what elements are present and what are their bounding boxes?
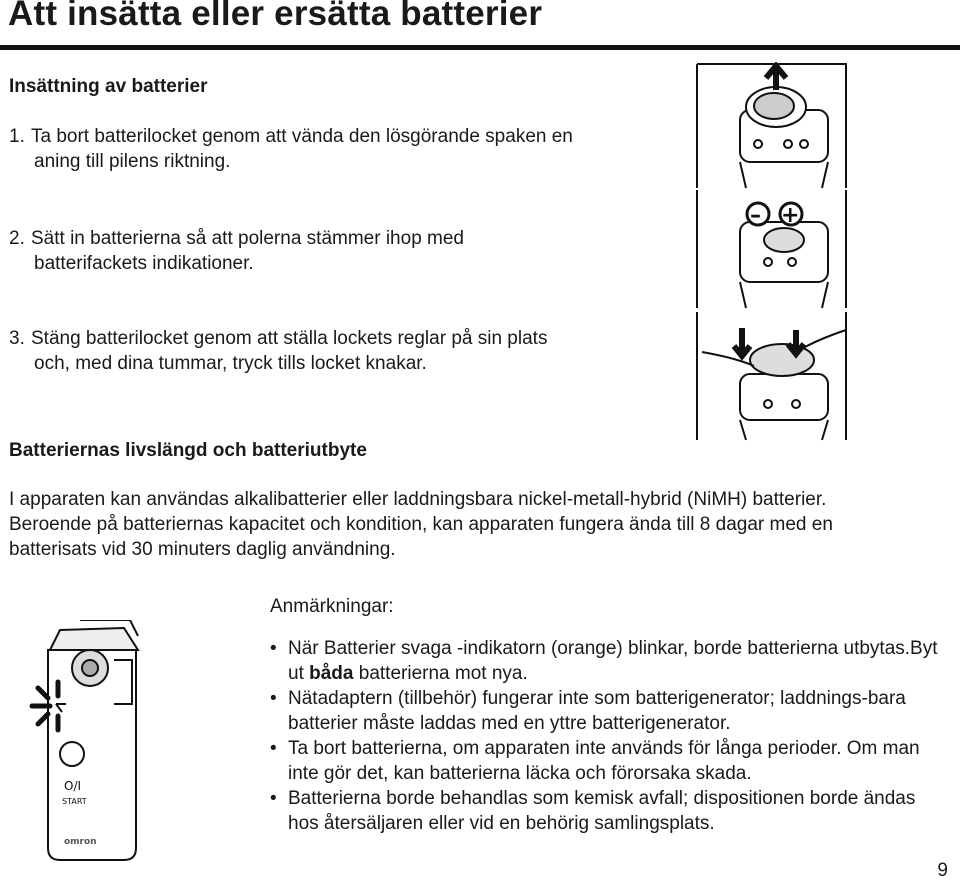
note-item: • Batterierna borde behandlas som kemisk avfall; dispositionen borde ändas hos återsäljaren eller vid en behörig samlingsplats. bbox=[270, 788, 916, 834]
section-heading-insertion: Insättning av batterier bbox=[9, 76, 208, 97]
paragraph-line: I apparaten kan användas alkalibatterier eller laddningsbara nickel-metall-hybrid (NiMH) batterier. bbox=[9, 489, 827, 510]
step-3 bbox=[9, 326, 649, 376]
notes-list bbox=[270, 636, 950, 836]
section-heading-battery-life: Batteriernas livslängd och batteriutbyte bbox=[9, 440, 367, 461]
step-number: 2. bbox=[9, 228, 25, 249]
note-item: • När Batterier svaga -indikatorn (orange) blinkar, borde batterierna utbytas.Byt ut båda batterierna mot nya. bbox=[270, 638, 938, 684]
step-number: 1. bbox=[9, 126, 25, 147]
emphasis: båda bbox=[309, 663, 354, 684]
bullet: • bbox=[270, 788, 277, 809]
notes-heading: Anmärkningar: bbox=[270, 596, 394, 617]
step-text-cont: och, med dina tummar, tryck tills locket knakar. bbox=[34, 353, 427, 374]
note-item: • Ta bort batterierna, om apparaten inte används för långa perioder. Om man inte gör det, kan batterierna läcka och förorsaka skada. bbox=[270, 738, 920, 784]
step-2 bbox=[9, 226, 649, 276]
bullet: • bbox=[270, 738, 277, 759]
power-label: O/I bbox=[64, 779, 82, 793]
nebulizer-device-illustration bbox=[20, 620, 160, 870]
bullet: • bbox=[270, 688, 277, 709]
step-text-cont: aning till pilens riktning. bbox=[34, 151, 231, 172]
bullet: • bbox=[270, 638, 277, 659]
start-label: START bbox=[62, 797, 87, 806]
note-item: • Nätadaptern (tillbehör) fungerar inte som batterigenerator; laddnings-bara batterier måste laddas med en yttre batterigenerator. bbox=[270, 688, 906, 734]
page-number: 9 bbox=[937, 860, 948, 881]
step-text: Sätt in batterierna så att polerna stämmer ihop med bbox=[31, 228, 465, 249]
step-1 bbox=[9, 124, 649, 174]
step-number: 3. bbox=[9, 328, 25, 349]
minus-sign: – bbox=[750, 203, 761, 228]
battery-steps-illustration bbox=[696, 62, 850, 442]
brand-logo: omron bbox=[64, 837, 97, 847]
battery-life-paragraph bbox=[9, 487, 954, 562]
plus-sign: + bbox=[781, 203, 800, 228]
paragraph-line: batterisats vid 30 minuters daglig användning. bbox=[9, 539, 396, 560]
step-text: Stäng batterilocket genom att ställa lockets reglar på sin plats bbox=[31, 328, 548, 349]
page-title: Att insätta eller ersätta batterier bbox=[8, 0, 543, 33]
step-text-cont: batterifackets indikationer. bbox=[34, 253, 254, 274]
paragraph-line: Beroende på batteriernas kapacitet och kondition, kan apparaten fungera ända till 8 dagar med en bbox=[9, 514, 833, 535]
title-rule bbox=[0, 45, 960, 50]
step-text: Ta bort batterilocket genom att vända den lösgörande spaken en bbox=[31, 126, 573, 147]
